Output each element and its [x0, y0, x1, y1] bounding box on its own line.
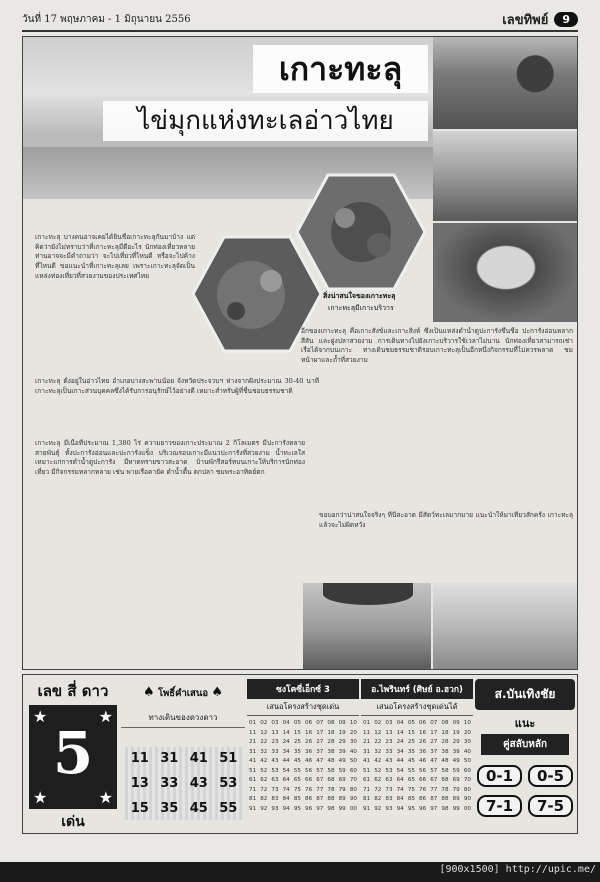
structure-number: 10 — [349, 720, 357, 726]
lucky-number: 13 — [130, 776, 149, 791]
structure-number: 52 — [374, 767, 382, 774]
structure-number: 09 — [452, 720, 460, 726]
structure-number: 92 — [374, 805, 382, 812]
lottery-section — [22, 674, 578, 834]
structure-number: 71 — [363, 786, 371, 793]
structure-number: 91 — [363, 805, 371, 812]
structure-number: 86 — [305, 796, 313, 802]
structure-number: 22 — [374, 739, 382, 745]
lucky-number: 45 — [189, 801, 208, 816]
structure-number: 34 — [396, 748, 404, 755]
structure-number: 36 — [305, 748, 313, 755]
structure-number: 96 — [305, 805, 313, 812]
cave-photo — [433, 223, 578, 322]
pair-grid — [475, 757, 575, 817]
structure-number: 02 — [374, 720, 382, 726]
star-icon: ★ — [33, 707, 48, 726]
structure-number: 53 — [271, 767, 279, 774]
structure-number: 92 — [260, 805, 268, 812]
structure-number: 00 — [349, 805, 357, 812]
structure-number: 80 — [463, 786, 471, 793]
structure-number: 55 — [407, 767, 415, 774]
structure-number: 75 — [293, 786, 301, 793]
structure-number: 19 — [452, 729, 460, 736]
structure-number: 07 — [430, 720, 438, 726]
spade-icon: ♠ — [142, 685, 155, 700]
structure-number: 79 — [338, 786, 346, 793]
structure-number: 81 — [363, 796, 371, 802]
structure-number: 35 — [407, 748, 415, 755]
structure-number: 88 — [441, 796, 449, 802]
caption-title: สิ่งน่าสนใจของเกาะทะลุ — [323, 292, 396, 300]
structure-number: 52 — [260, 767, 268, 774]
structure-number: 47 — [430, 758, 438, 764]
article-paragraph: ขอบอกว่าน่าสนใจจริงๆ ที่นี่สะอาด มีสัตว์ทะเลมากมาย แนะนำให้มาเที่ยวสักครั้ง เกาะทะลุ แล้วจะไม่ผิดหวัง — [319, 511, 573, 529]
structure-number: 15 — [293, 729, 301, 736]
phairin-column — [361, 679, 473, 829]
structure-number: 69 — [338, 777, 346, 783]
structure-number: 70 — [463, 777, 471, 783]
structure-number: 16 — [305, 729, 313, 736]
structure-number: 44 — [396, 758, 404, 764]
big-number: 5 — [52, 719, 94, 787]
structure-number: 37 — [316, 748, 324, 755]
phairin-subtitle: เสนอโครงสร้างชุดเด่นได้ — [361, 699, 473, 716]
structure-number: 73 — [271, 786, 279, 793]
star-icon: ★ — [98, 788, 113, 807]
structure-number: 04 — [396, 720, 404, 726]
structure-number: 34 — [282, 748, 290, 755]
structure-number: 27 — [430, 739, 438, 745]
structure-number: 29 — [452, 739, 460, 745]
structure-number: 03 — [271, 720, 279, 726]
structure-number: 58 — [327, 767, 335, 774]
article-panel — [22, 36, 578, 670]
structure-number: 55 — [293, 767, 301, 774]
structure-number: 06 — [305, 720, 313, 726]
structure-number: 43 — [385, 758, 393, 764]
structure-number: 81 — [249, 796, 257, 802]
poh-kham-title-text: โพธิ์คำเสนอ — [157, 688, 209, 699]
structure-number: 54 — [282, 767, 290, 774]
structure-number: 05 — [293, 720, 301, 726]
poh-kham-number-grid — [125, 747, 243, 820]
structure-number: 98 — [327, 805, 335, 812]
structure-number: 84 — [282, 796, 290, 802]
structure-number: 17 — [316, 729, 324, 736]
structure-number: 11 — [363, 729, 371, 736]
structure-number: 85 — [407, 796, 415, 802]
structure-number: 90 — [463, 796, 471, 802]
structure-number: 31 — [249, 748, 257, 755]
structure-number: 32 — [374, 748, 382, 755]
spade-icon: ♠ — [211, 685, 224, 700]
structure-number: 84 — [396, 796, 404, 802]
structure-number: 39 — [338, 748, 346, 755]
songkhozi-title: ซงโคซี่เอ็กซ์ 3 — [247, 679, 359, 699]
structure-number: 18 — [327, 729, 335, 736]
article-paragraph: เกาะทะลุ ตั้งอยู่ในอ่าวไทย อำเภอบางสะพานน้อย จังหวัดประจวบฯ ห่างจากฝั่งประมาณ 30-40 นาที เกาะทะลุเป็นเกาะส่วนบุคคลซึ่งได้รับการอนุรักษ์ไว้อย่างดี เหมาะสำหรับผู้ที่ชื่นชอบธรรมชาติ — [35, 377, 319, 395]
structure-number: 23 — [385, 739, 393, 745]
structure-number: 69 — [452, 777, 460, 783]
lucky-number: 41 — [189, 751, 208, 766]
lucky-number: 33 — [160, 776, 179, 791]
structure-number: 33 — [271, 748, 279, 755]
structure-number: 70 — [349, 777, 357, 783]
structure-number: 68 — [441, 777, 449, 783]
image-credit: [900x1500] http://upic.me/ — [439, 864, 596, 875]
structure-number: 28 — [327, 739, 335, 745]
photo-column — [433, 37, 578, 322]
structure-number: 48 — [327, 758, 335, 764]
structure-number: 66 — [305, 777, 313, 783]
coast-photo — [433, 131, 578, 221]
structure-number: 67 — [316, 777, 324, 783]
structure-number: 13 — [271, 729, 279, 736]
structure-number: 48 — [441, 758, 449, 764]
star-icon: ★ — [98, 707, 113, 726]
songkhozi-subtitle: เสนอโครงสร้างชุดเด่น — [247, 699, 359, 716]
pair-swap-label: คู่สลับหลัก — [481, 734, 569, 755]
structure-number: 82 — [260, 796, 268, 802]
structure-number: 30 — [463, 739, 471, 745]
structure-number: 78 — [441, 786, 449, 793]
structure-number: 26 — [419, 739, 427, 745]
structure-number: 39 — [452, 748, 460, 755]
cliff-photo — [433, 37, 578, 129]
poh-kham-subtitle: ทางเดินของดวงดาว — [121, 711, 245, 728]
star-icon: ★ — [33, 788, 48, 807]
structure-number: 20 — [349, 729, 357, 736]
structure-number: 07 — [316, 720, 324, 726]
poh-kham-title — [121, 679, 245, 701]
structure-number: 29 — [338, 739, 346, 745]
structure-number: 41 — [249, 758, 257, 764]
structure-number: 49 — [338, 758, 346, 764]
article-paragraph: อีกของเกาะทะลุ คือเกาะสังข์และเกาะสิงห์ ซึ่งเป็นแหล่งดำน้ำดูปะการังขึ้นชื่อ ปะการังอ่อนหลากสีสัน และฝูงปลาสวยงาม การเดินทางไปยังเกาะบริวารใช้เวลาไม่นาน นักท่องเที่ยวสามารถเช่าเรือได้จากบนเกาะ ทางเดินชมธรรมชาติรอบเกาะทะลุเป็นอีกหนึ่งกิจกรรมที่ไม่ควรพลาด ชมหน้าผาและถ้ำที่สวยงาม — [301, 327, 573, 365]
structure-number: 90 — [349, 796, 357, 802]
page-header — [22, 8, 578, 32]
number-pair: 7-1 — [477, 795, 522, 817]
structure-number: 26 — [305, 739, 313, 745]
poh-kham-column — [121, 679, 245, 829]
lucky-number: 43 — [189, 776, 208, 791]
structure-number: 53 — [385, 767, 393, 774]
bunthengchai-column — [475, 679, 575, 829]
structure-number: 61 — [363, 777, 371, 783]
structure-number: 59 — [338, 767, 346, 774]
structure-number: 59 — [452, 767, 460, 774]
bunthengchai-title: ส.บันเทิงชัย — [475, 679, 575, 710]
structure-number: 51 — [249, 767, 257, 774]
structure-number: 67 — [430, 777, 438, 783]
structure-number: 76 — [419, 786, 427, 793]
structure-number: 28 — [441, 739, 449, 745]
songkhozi-column — [247, 679, 359, 829]
structure-number: 08 — [327, 720, 335, 726]
article-paragraph: เกาะทะลุ บางคนอาจเคยได้ยินชื่อเกาะทะลุกันมาบ้าง แต่คิดว่ายังไม่ทราบว่าที่เกาะทะลุมีดีอะไร นักท่องเที่ยวหลายท่านอาจจะมีคำถามว่า จะไปเที่ยวที่ไหนดี หรือจะไปค้างที่ไหนดี ขอแนะนำที่เกาะทะลุเลย เพราะเกาะทะลุจัดเป็นแหล่งท่องเที่ยวที่สวยงามของประเทศไทย — [35, 233, 195, 280]
recommend-label: แนะ — [514, 717, 536, 730]
structure-number: 30 — [349, 739, 357, 745]
structure-number: 87 — [316, 796, 324, 802]
structure-number: 75 — [407, 786, 415, 793]
structure-number: 38 — [327, 748, 335, 755]
structure-number: 14 — [282, 729, 290, 736]
structure-number: 86 — [419, 796, 427, 802]
structure-number: 94 — [396, 805, 404, 812]
structure-number: 46 — [305, 758, 313, 764]
structure-number: 24 — [282, 739, 290, 745]
structure-number: 25 — [293, 739, 301, 745]
structure-number: 83 — [385, 796, 393, 802]
number-pair: 0-5 — [528, 765, 573, 787]
structure-number: 58 — [441, 767, 449, 774]
structure-number: 40 — [349, 748, 357, 755]
structure-number: 43 — [271, 758, 279, 764]
lucky-number: 55 — [219, 801, 238, 816]
structure-number: 89 — [338, 796, 346, 802]
number-pair: 7-5 — [528, 795, 573, 817]
structure-number: 17 — [430, 729, 438, 736]
structure-number: 99 — [338, 805, 346, 812]
structure-number: 23 — [271, 739, 279, 745]
structure-number: 74 — [396, 786, 404, 793]
structure-number: 91 — [249, 805, 257, 812]
structure-number: 65 — [407, 777, 415, 783]
structure-number: 12 — [260, 729, 268, 736]
structure-number: 50 — [349, 758, 357, 764]
structure-number: 76 — [305, 786, 313, 793]
structure-number: 09 — [338, 720, 346, 726]
structure-number: 01 — [363, 720, 371, 726]
structure-number: 20 — [463, 729, 471, 736]
structure-number: 93 — [271, 805, 279, 812]
structure-number: 13 — [385, 729, 393, 736]
structure-number: 38 — [441, 748, 449, 755]
number-pair: 0-1 — [477, 765, 522, 787]
structure-number: 00 — [463, 805, 471, 812]
highlight-label: เด่น — [61, 814, 85, 830]
structure-number: 62 — [260, 777, 268, 783]
structure-number: 80 — [349, 786, 357, 793]
structure-number: 46 — [419, 758, 427, 764]
structure-number: 25 — [407, 739, 415, 745]
brand-name: เลขทิพย์ — [502, 12, 549, 28]
structure-number: 49 — [452, 758, 460, 764]
kayak-beach-photo — [433, 583, 577, 669]
structure-number: 95 — [293, 805, 301, 812]
structure-number: 60 — [463, 767, 471, 774]
structure-number: 22 — [260, 739, 268, 745]
structure-number: 05 — [407, 720, 415, 726]
structure-number: 21 — [249, 739, 257, 745]
structure-number: 08 — [441, 720, 449, 726]
structure-number: 57 — [316, 767, 324, 774]
structure-number: 72 — [374, 786, 382, 793]
structure-number: 64 — [282, 777, 290, 783]
structure-number: 95 — [407, 805, 415, 812]
structure-number: 64 — [396, 777, 404, 783]
structure-number: 11 — [249, 729, 257, 736]
structure-number: 89 — [452, 796, 460, 802]
structure-number: 21 — [363, 739, 371, 745]
structure-number: 40 — [463, 748, 471, 755]
structure-number: 42 — [260, 758, 268, 764]
lucky-number: 35 — [160, 801, 179, 816]
structure-number: 51 — [363, 767, 371, 774]
structure-number: 01 — [249, 720, 257, 726]
four-star-column — [27, 679, 119, 829]
structure-number: 98 — [441, 805, 449, 812]
structure-number: 79 — [452, 786, 460, 793]
structure-number: 37 — [430, 748, 438, 755]
songkhozi-number-grid — [247, 719, 359, 814]
header-brand-group — [502, 9, 578, 30]
structure-number: 27 — [316, 739, 324, 745]
structure-number: 04 — [282, 720, 290, 726]
structure-number: 19 — [338, 729, 346, 736]
structure-number: 47 — [316, 758, 324, 764]
structure-number: 82 — [374, 796, 382, 802]
structure-number: 44 — [282, 758, 290, 764]
structure-number: 54 — [396, 767, 404, 774]
article-title: เกาะทะลุ — [253, 45, 428, 93]
tree-shade — [323, 583, 413, 605]
structure-number: 14 — [396, 729, 404, 736]
structure-number: 72 — [260, 786, 268, 793]
structure-number: 10 — [463, 720, 471, 726]
structure-number: 68 — [327, 777, 335, 783]
page-number: 9 — [554, 12, 578, 27]
structure-number: 77 — [316, 786, 324, 793]
structure-number: 60 — [349, 767, 357, 774]
structure-number: 73 — [385, 786, 393, 793]
structure-number: 71 — [249, 786, 257, 793]
structure-number: 06 — [419, 720, 427, 726]
structure-number: 02 — [260, 720, 268, 726]
structure-number: 99 — [452, 805, 460, 812]
structure-number: 96 — [419, 805, 427, 812]
structure-number: 18 — [441, 729, 449, 736]
lucky-number: 53 — [219, 776, 238, 791]
structure-number: 78 — [327, 786, 335, 793]
lucky-number: 51 — [219, 751, 238, 766]
big-number-box — [29, 705, 117, 809]
structure-number: 33 — [385, 748, 393, 755]
article-paragraph: เกาะทะลุ มีเนื้อที่ประมาณ 1,380 ไร่ ความยาวของเกาะประมาณ 2 กิโลเมตร มีปะการังหลายสายพันธุ์ ทั้งปะการังอ่อนและปะการังแข็ง บริเวณรอบเกาะมีแนวปะการังที่สวยงาม น้ำทะเลใส เหมาะแก่การดำน้ำดูปะการัง มีหาดทรายขาวสะอาด บ้านพักรีสอร์ทบนเกาะให้บริการนักท่องเที่ยว มีกิจกรรมหลากหลาย เช่น พายเรือคายัค ดำน้ำตื้น ตกปลา ชมพระอาทิตย์ตก — [35, 439, 305, 477]
structure-number: 31 — [363, 748, 371, 755]
structure-number: 74 — [282, 786, 290, 793]
structure-number: 77 — [430, 786, 438, 793]
structure-number: 87 — [430, 796, 438, 802]
lucky-number: 15 — [130, 801, 149, 816]
structure-number: 42 — [374, 758, 382, 764]
structure-number: 94 — [282, 805, 290, 812]
phairin-number-grid — [361, 719, 473, 814]
structure-number: 88 — [327, 796, 335, 802]
structure-number: 56 — [305, 767, 313, 774]
structure-number: 56 — [419, 767, 427, 774]
structure-number: 62 — [374, 777, 382, 783]
structure-number: 63 — [385, 777, 393, 783]
structure-number: 65 — [293, 777, 301, 783]
structure-number: 66 — [419, 777, 427, 783]
structure-number: 32 — [260, 748, 268, 755]
structure-number: 36 — [419, 748, 427, 755]
structure-number: 85 — [293, 796, 301, 802]
caption-subtitle: เกาะทะลุมีเกาะบริวาร — [328, 304, 394, 312]
structure-number: 97 — [430, 805, 438, 812]
structure-number: 57 — [430, 767, 438, 774]
structure-number: 16 — [419, 729, 427, 736]
lucky-number: 31 — [160, 751, 179, 766]
phairin-title: อ.ไพรินทร์ (ศิษย์ อ.ฮวก) — [361, 679, 473, 699]
structure-number: 24 — [396, 739, 404, 745]
structure-number: 41 — [363, 758, 371, 764]
four-star-label: เลข สี่ ดาว — [37, 682, 109, 700]
structure-number: 15 — [407, 729, 415, 736]
structure-number: 63 — [271, 777, 279, 783]
structure-number: 03 — [385, 720, 393, 726]
issue-date: วันที่ 17 พฤษภาคม - 1 มิถุนายน 2556 — [22, 13, 191, 25]
beach-photo — [303, 583, 431, 669]
structure-number: 45 — [293, 758, 301, 764]
structure-number: 93 — [385, 805, 393, 812]
structure-number: 61 — [249, 777, 257, 783]
structure-number: 12 — [374, 729, 382, 736]
structure-number: 97 — [316, 805, 324, 812]
lucky-number: 11 — [130, 751, 149, 766]
structure-number: 83 — [271, 796, 279, 802]
article-subtitle: ไข่มุกแห่งทะเลอ่าวไทย — [103, 101, 428, 141]
structure-number: 35 — [293, 748, 301, 755]
structure-number: 45 — [407, 758, 415, 764]
structure-number: 50 — [463, 758, 471, 764]
